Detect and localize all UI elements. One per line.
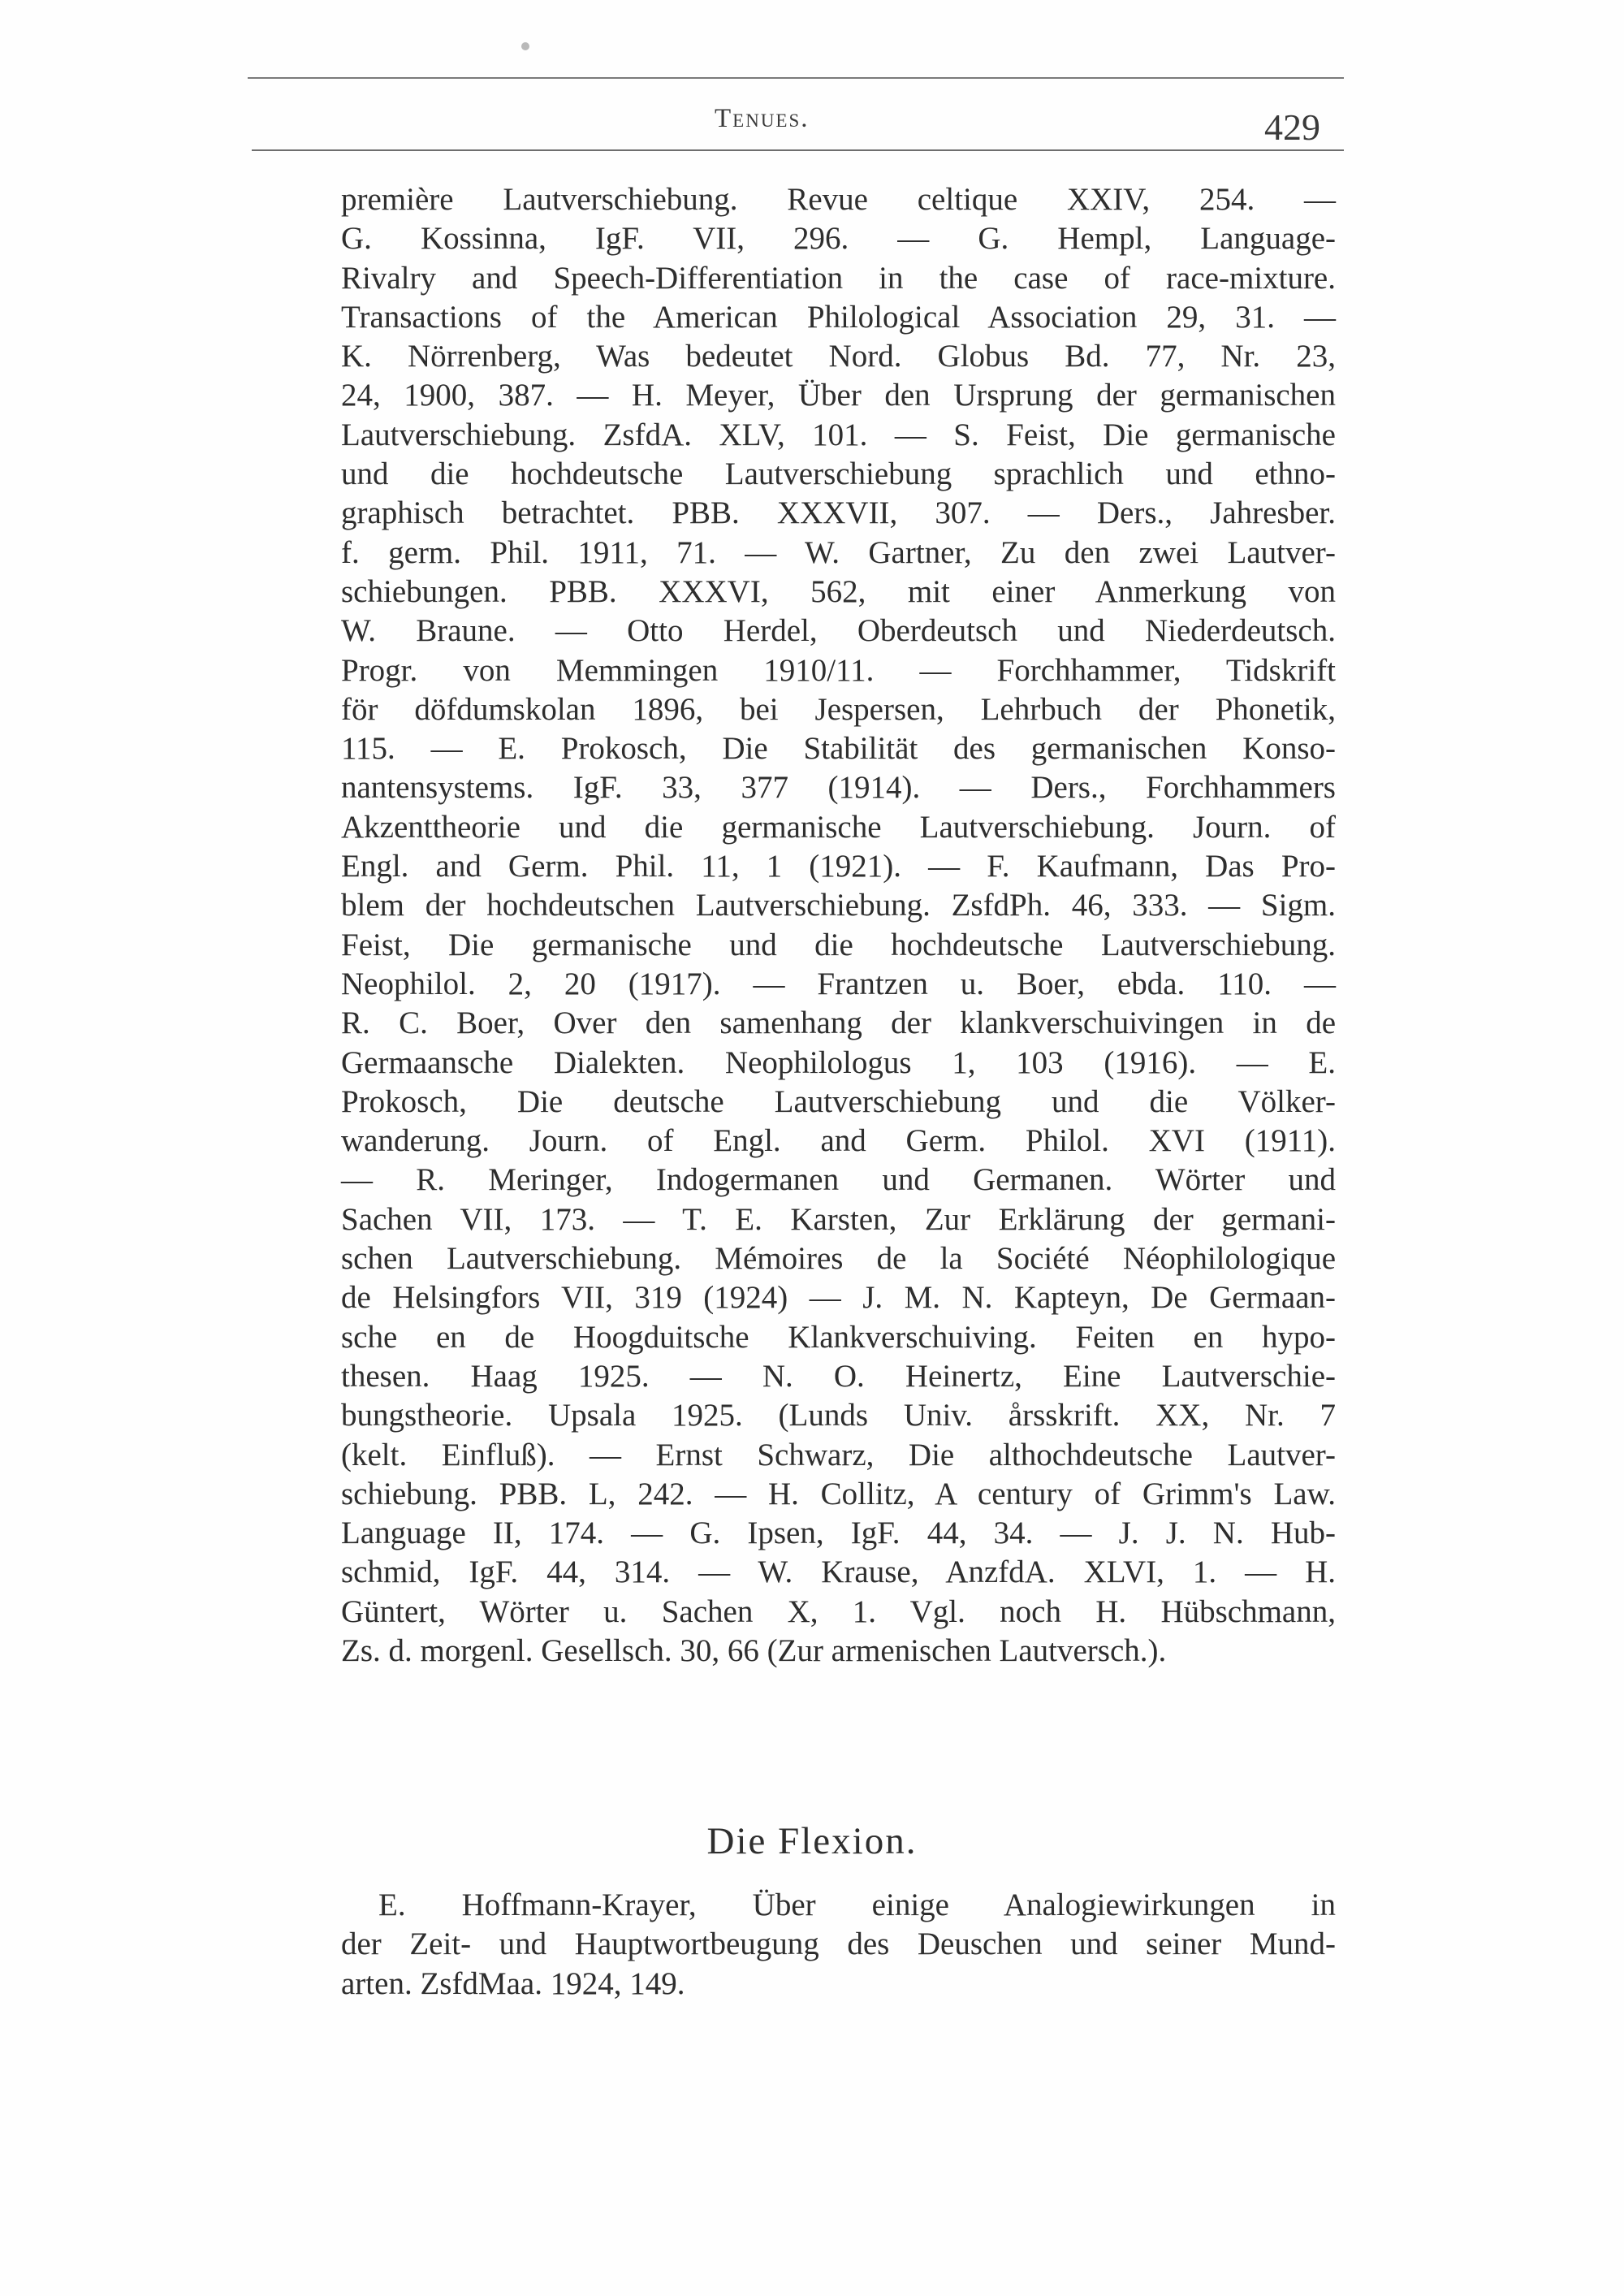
text-line: sche en de Hoogduitsche Klankverschuiving. Feiten en hypo- <box>341 1319 1336 1355</box>
text-line: (kelt. Einfluß). — Ernst Schwarz, Die althochdeutsche Lautver- <box>341 1437 1336 1472</box>
text-line: — R. Meringer, Indogermanen und Germanen. Wörter und <box>341 1162 1336 1198</box>
text-line: W. Braune. — Otto Herdel, Oberdeutsch und Niederdeutsch. <box>341 613 1336 649</box>
text-line: Lautverschiebung. ZsfdA. XLV, 101. — S. Feist, Die germanische <box>341 417 1336 452</box>
text-line: K. Nörrenberg, Was bedeutet Nord. Globus Bd. 77, Nr. 23, <box>341 339 1336 374</box>
text-line: 24, 1900, 387. — H. Meyer, Über den Ursprung der germanischen <box>341 378 1336 413</box>
text-line: Akzenttheorie und die germanische Lautverschiebung. Journ. of <box>341 809 1336 845</box>
text-line: Feist, Die germanische und die hochdeutsche Lautverschiebung. <box>341 927 1336 962</box>
top-rule <box>248 77 1344 79</box>
text-line: schmid, IgF. 44, 314. — W. Krause, AnzfdA. XLVI, 1. — H. <box>341 1554 1336 1590</box>
section-text <box>341 1886 1336 2004</box>
paper-speck <box>521 42 529 50</box>
text-line: Language II, 174. — G. Ipsen, IgF. 44, 34. — J. J. N. Hub- <box>341 1516 1336 1551</box>
text-line: Güntert, Wörter u. Sachen X, 1. Vgl. noch H. Hübschmann, <box>341 1593 1336 1629</box>
text-line: f. germ. Phil. 1911, 71. — W. Gartner, Zu den zwei Lautver- <box>341 534 1336 570</box>
running-head: Tenues. <box>715 104 810 133</box>
text-line: schiebungen. PBB. XXXVI, 562, mit einer Anmerkung von <box>341 573 1336 609</box>
text-line: graphisch betrachtet. PBB. XXXVII, 307. — Ders., Jahresber. <box>341 495 1336 531</box>
text-line: nantensystems. IgF. 33, 377 (1914). — Ders., Forchhammers <box>341 770 1336 806</box>
section-line: arten. ZsfdMaa. 1924, 149. <box>341 1965 685 2001</box>
text-line: Zs. d. morgenl. Gesellsch. 30, 66 (Zur armenischen Lautversch.). <box>341 1632 1167 1668</box>
section-line: der Zeit- und Hauptwortbeugung des Deuschen und seiner Mund- <box>341 1926 1336 1962</box>
text-line: première Lautverschiebung. Revue celtique XXIV, 254. — <box>341 182 1336 217</box>
text-line: und die hochdeutsche Lautverschiebung sprachlich und ethno- <box>341 456 1336 492</box>
text-line: Transactions of the American Philological Association 29, 31. — <box>341 299 1336 335</box>
page-number: 429 <box>1264 106 1320 148</box>
bibliography-text <box>341 180 1336 1671</box>
text-line: Progr. von Memmingen 1910/11. — Forchhammer, Tidskrift <box>341 652 1336 688</box>
text-line: schiebung. PBB. L, 242. — H. Collitz, A century of Grimm's Law. <box>341 1476 1336 1511</box>
text-line: thesen. Haag 1925. — N. O. Heinertz, Eine Lautverschie- <box>341 1358 1336 1394</box>
text-line: Neophilol. 2, 20 (1917). — Frantzen u. Boer, ebda. 110. — <box>341 966 1336 1001</box>
text-line: Prokosch, Die deutsche Lautverschiebung und die Völker- <box>341 1083 1336 1119</box>
text-line: bungstheorie. Upsala 1925. (Lunds Univ. årsskrift. XX, Nr. 7 <box>341 1398 1336 1433</box>
header-rule <box>252 149 1344 151</box>
text-line: Rivalry and Speech-Differentiation in the case of race-mixture. <box>341 260 1336 296</box>
text-line: G. Kossinna, IgF. VII, 296. — G. Hempl, Language- <box>341 221 1336 257</box>
text-line: Sachen VII, 173. — T. E. Karsten, Zur Erklärung der germani- <box>341 1201 1336 1237</box>
text-line: schen Lautverschiebung. Mémoires de la Société Néophilologique <box>341 1241 1336 1277</box>
text-line: Engl. and Germ. Phil. 11, 1 (1921). — F. Kaufmann, Das Pro- <box>341 849 1336 884</box>
text-line: R. C. Boer, Over den samenhang der klankverschuivingen in de <box>341 1005 1336 1041</box>
text-line: 115. — E. Prokosch, Die Stabilität des germanischen Konso- <box>341 731 1336 767</box>
section-title: Die Flexion. <box>706 1820 918 1862</box>
text-line: för döfdumskolan 1896, bei Jespersen, Lehrbuch der Phonetik, <box>341 691 1336 727</box>
text-line: blem der hochdeutschen Lautverschiebung. ZsfdPh. 46, 333. — Sigm. <box>341 888 1336 923</box>
text-line: de Helsingfors VII, 319 (1924) — J. M. N. Kapteyn, De Germaan- <box>341 1280 1336 1316</box>
section-line: E. Hoffmann-Krayer, Über einige Analogiewirkungen in <box>378 1887 1336 1922</box>
text-line: wanderung. Journ. of Engl. and Germ. Philol. XVI (1911). <box>341 1123 1336 1159</box>
text-line: Germaansche Dialekten. Neophilologus 1, 103 (1916). — E. <box>341 1044 1336 1080</box>
